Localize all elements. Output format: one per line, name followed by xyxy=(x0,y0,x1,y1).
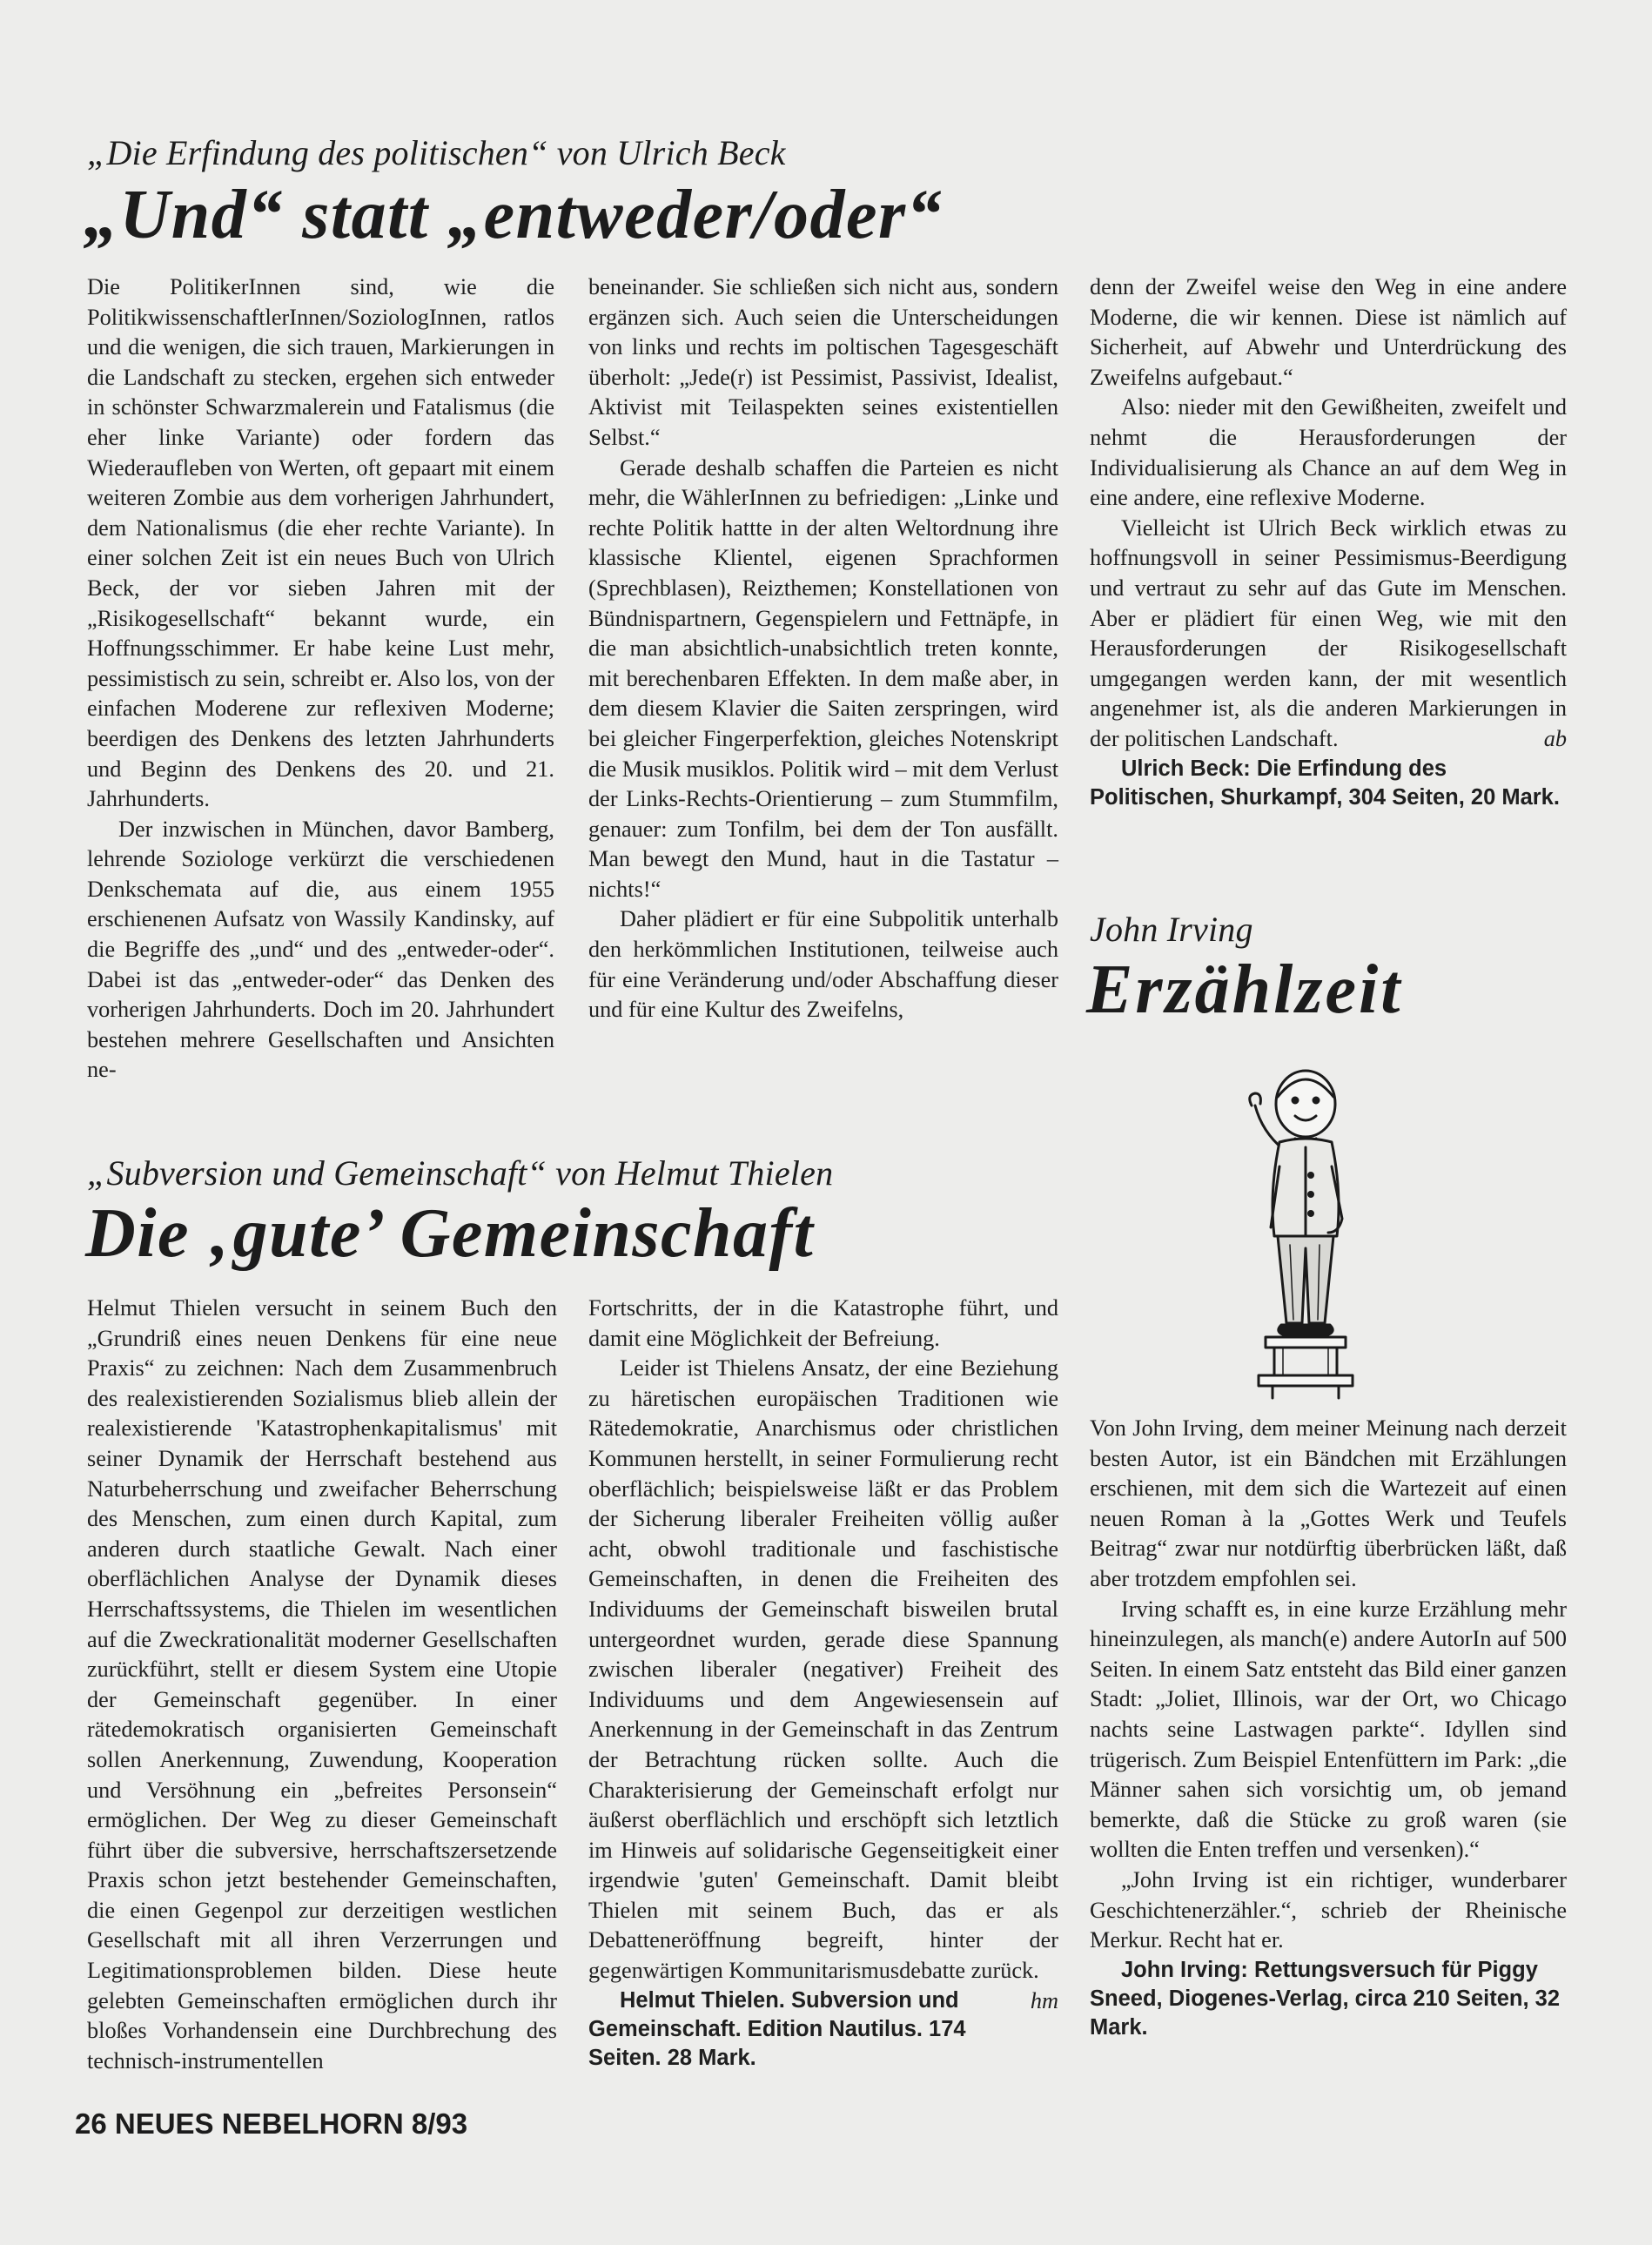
article3-kicker: John Irving xyxy=(1090,910,1253,949)
paragraph: Also: nieder mit den Gewißheiten, zweifelt und nehmt die Herausforderungen der Individualisierung als Chance an auf dem Weg in eine andere, eine reflexive Moderne. xyxy=(1090,394,1567,511)
page-footer: 26 NEUES NEBELHORN 8/93 xyxy=(75,2107,468,2140)
article2-kicker: „Subversion und Gemeinschaft“ von Helmut Thielen xyxy=(87,1153,834,1193)
article1-kicker: „Die Erfindung des politischen“ von Ulrich Beck xyxy=(87,133,786,172)
paragraph: Der inzwischen in München, davor Bamberg, lehrende Soziologe verkürzt die verschiedenen Denkschemata auf die, aus einem 1955 erschienenen Aufsatz von Wassily Kandinsky, auf die Begriffe des „und“ und des „entweder-oder“. Dabei ist das „entweder-oder“ das Denken des vorherigen Jahrhunderts. Doch im 20. Jahrhundert bestehen mehrere Gesellschaften und Ansichten ne- xyxy=(87,816,554,1083)
book-source: John Irving: Rettungsversuch für Piggy Sneed, Diogenes-Verlag, circa 210 Seiten, 32 Mark. xyxy=(1090,1957,1561,2040)
book-source: Helmut Thielen. Subversion und Gemeinschaft. Edition Nautilus. 174 Seiten. 28 Mark. xyxy=(588,1987,966,2070)
article3-headline: Erzählzeit xyxy=(1086,951,1403,1028)
paragraph: Daher plädiert er für eine Subpolitik unterhalb den herkömmlichen Institutionen, teilweise auch für eine Veränderung und/oder Abschaffung dieser und für eine Kultur des Zweifelns, xyxy=(588,906,1058,1023)
article2-column-2 xyxy=(588,1294,1058,2073)
article1-column-2 xyxy=(588,272,1058,1025)
author-signature: hm xyxy=(1030,1987,1058,2013)
book-source: Ulrich Beck: Die Erfindung des Politischen, Shurkampf, 304 Seiten, 20 Mark. xyxy=(1090,756,1560,810)
article2-headline: Die ‚gute’ Gemeinschaft xyxy=(85,1195,815,1272)
paragraph-text: Vielleicht ist Ulrich Beck wirklich etwas zu hoffnungsvoll in seiner Pessimismus-Beerdigung und vertraut zu sehr auf das Gute im Menschen. Aber er plädiert für einen Weg, wie mit den Herausforderungen der Risikogesellschaft umgegangen werden kann, der mit wesentlich angenehmer ist, als die anderen Markierungen in der politischen Landschaft. xyxy=(1090,514,1567,751)
paragraph: Fortschritts, der in die Katastrophe führt, und damit eine Möglichkeit der Befreiung. xyxy=(588,1295,1058,1351)
article1-column-1 xyxy=(87,272,554,1086)
man-on-pedestal-illustration xyxy=(1175,1062,1436,1401)
paragraph: denn der Zweifel weise den Weg in eine andere Moderne, die wir kennen. Diese ist nämlich auf Sicherheit, auf Abwehr und Unterdrückung des Zweifelns aufgebaut.“ xyxy=(1090,274,1567,390)
paragraph-text: Leider ist Thielens Ansatz, der eine Beziehung zu häretischen europäischen Traditionen wie Rätedemokratie, Anarchismus oder christlichen Kommunen herstellt, in seiner Formulierung recht oberflächlich; beispielsweise läßt er das Problem der Sicherung liberaler Freiheiten völlig außer acht, obwohl traditionale und faschistische Gemeinschaften, in denen die Freiheiten des Individuums der Gemeinschaft bisweilen brutal untergeordnet wurden, gerade diese Spannung zwischen liberaler (negativer) Freiheit des Individuums und dem Angewiesensein auf Anerkennung in der Gemeinschaft in das Zentrum der Betrachtung rücken sollte. Auch die Charakterisierung der Gemeinschaft erfolgt nur äußerst oberflächlich und erschöpft sich letztlich im Hinweis auf solidarische Gegenseitigkeit einer irgendwie 'guten' Gemeinschaft. Damit bleibt Thielen mit seinem Buch, das er als Debatteneröffnung begreift, hinter der gegenwärtigen Kommunitarismusdebatte zurück. xyxy=(588,1355,1058,1984)
paragraph: Helmut Thielen versucht in seinem Buch den „Grundriß eines neuen Denkens für eine neue Praxis“ zu zeichnen: Nach dem Zusammenbruch des realexistierenden Sozialismus blieb allein der realexistierende 'Katastrophenkapitalismus' mit seiner Dynamik der Herrschaft bestehend aus Naturbeherrschung und zweifacher Beherrschung des Menschen, zum einen durch Kapital, zum anderen durch staatliche Gewalt. Nach einer oberflächlichen Analyse der Dynamik dieses Herrschaftssystems, die Thielen im wesentlichen auf die Zweckrationalität moderner Gesellschaften zurückführt, stellt er diesem System eine Utopie der Gemeinschaft gegenüber. In einer rätedemokratisch organisierten Gemeinschaft sollen Anerkennung, Zuwendung, Kooperation und Versöhnung ein „befreites Personsein“ ermöglichen. Der Weg zu dieser Gemeinschaft führt über die subversive, herrschaftszersetzende Praxis schon jetzt bestehender Gemeinschaften, die einen Gegenpol zur derzeitigen westlichen Gesellschaft mit all ihren Verzerrungen und Legitimationsproblemen bilden. Diese heute gelebten Gemeinschaften ermöglichen durch ihr bloßes Vorhandensein eine Durchbrechung des technisch-instrumentellen xyxy=(87,1295,557,2074)
author-signature: ab xyxy=(1543,725,1567,751)
article2-column-1 xyxy=(87,1294,557,2076)
paragraph: Die PolitikerInnen sind, wie die PolitikwissenschaftlerInnen/SoziologInnen, ratlos und die wenigen, die sich trauen, Markierungen in die Landschaft zu stecken, ergehen sich entweder in schönster Schwarzmalerein und Fatalismus (die eher linke Variante) oder fordern das Wiederaufleben von Werten, oft gepaart mit einem weiteren Zombie aus dem vorherigen Jahrhundert, dem Nationalismus (die eher rechte Variante). In einer solchen Zeit ist ein neues Buch von Ulrich Beck, der vor sieben Jahren mit der „Risikogesellschaft“ bekannt wurde, ein Hoffnungsschimmer. Er habe keine Lust mehr, pessimistisch zu sein, schreibt er. Also los, von der einfachen Moderene zur reflexiven Moderne; beerdigen des Denkens des letzten Jahrhunderts und Beginn des Denkens des 20. und 21. Jahrhunderts. xyxy=(87,274,554,812)
article3-column xyxy=(1090,1414,1567,2042)
paragraph: Gerade deshalb schaffen die Parteien es nicht mehr, die WählerInnen zu befriedigen: „Linke und rechte Politik hattte in der alten Weltordnung ihre klassische Klientel, eigenen Sprachformen (Sprechblasen), Reizthemen; Konstellationen von Bündnispartnern, Gegenspielern und Fettnäpfe, in die man absichtlich-unabsichtlich treten konnte, mit berechenbaren Effekten. In dem maße aber, in dem diesem Klavier die Saiten zerspringen, wird bei gleicher Fingerperfektion, gleiches Notenskript die Musik musiklos. Politik wird – mit dem Verlust der Links-Rechts-Orientierung – zum Stummfilm, genauer: zum Tonfilm, bei dem der Ton ausfällt. Man bewegt den Mund, haut in die Tastatur – nichts!“ xyxy=(588,454,1058,902)
paragraph xyxy=(588,1354,1058,2013)
article1-column-3 xyxy=(1090,272,1567,812)
paragraph: Irving schafft es, in eine kurze Erzählung mehr hineinzulegen, als manch(e) andere AutorIn auf 500 Seiten. In einem Satz entsteht das Bild einer ganzen Stadt: „Joliet, Illinois, war der Ort, wo Chicago nachts seine Lastwagen parkte“. Idyllen sind trügerisch. Zum Beispiel Entenfüttern im Park: „die Männer sahen sich vorsichtig um, ob jemand bemerkte, daß die Stücke zu groß waren (sie wollten die Enten treffen und versenken).“ xyxy=(1090,1596,1567,1863)
paragraph: „John Irving ist ein richtiger, wunderbarer Geschichtenerzähler.“, schrieb der Rheinische Merkur. Recht hat er. xyxy=(1090,1866,1567,1953)
paragraph xyxy=(1090,514,1567,755)
paragraph: Von John Irving, dem meiner Meinung nach derzeit besten Autor, ist ein Bändchen mit Erzählungen erschienen, mit dem sich die Wartezeit auf einen neuen Roman à la „Gottes Werk und Teufels Beitrag“ zwar nur notdürftig überbrücken läßt, daß aber trotzdem empfohlen sei. xyxy=(1090,1415,1567,1591)
article1-headline: „Und“ statt „entweder/oder“ xyxy=(84,177,944,253)
paragraph: beneinander. Sie schließen sich nicht aus, sondern ergänzen sich. Auch seien die Unterscheidungen von links und rechts im poltischen Tagesgeschäft überholt: „Jede(r) ist Pessimist, Passivist, Idealist, Aktivist mit Teilaspekten seines existentiellen Selbst.“ xyxy=(588,274,1058,450)
